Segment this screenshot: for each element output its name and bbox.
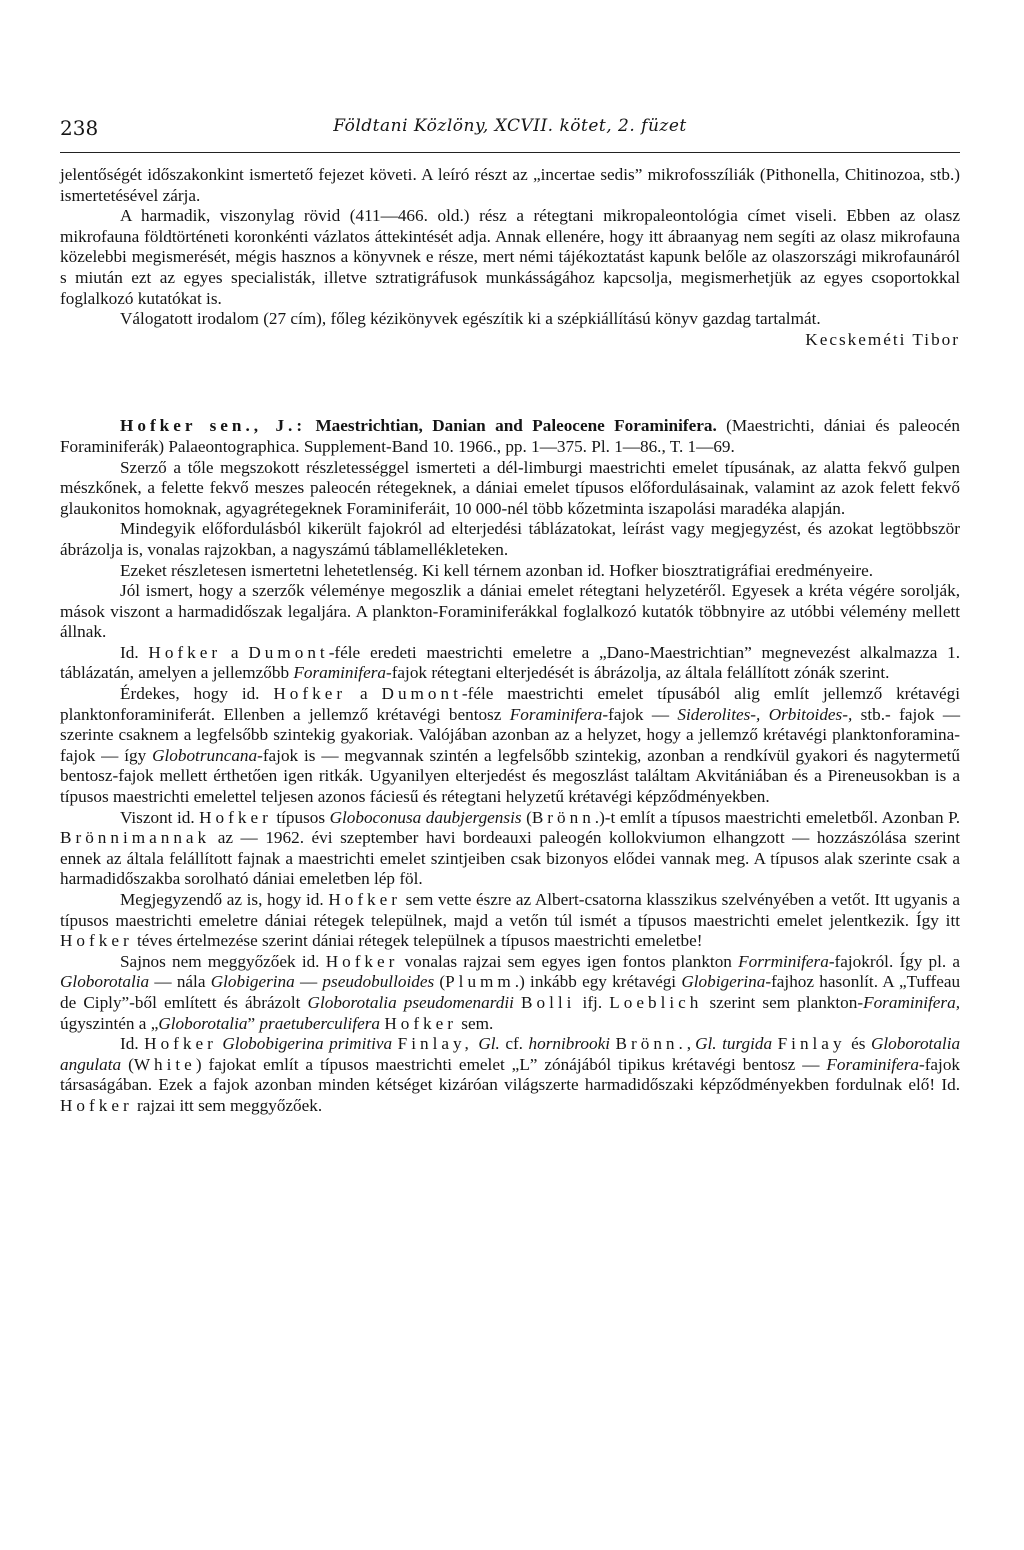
text-run: téves értelmezése szerint dániai rétegek települnek a típusos maestrichti emeletbe! — [136, 931, 703, 951]
paragraph — [60, 684, 960, 808]
section-gap — [60, 350, 960, 416]
author-name: Bolli — [521, 992, 576, 1012]
text-run: -fajhoz hasonlít. A „Tuffeau de Ciply”-ből említett és ábrázolt — [60, 972, 961, 1012]
author-name: Hofker — [148, 642, 222, 662]
reference-title: Maestrichtian, Danian and Paleocene Foraminifera. — [315, 416, 717, 436]
author-name: Brönn — [531, 807, 595, 827]
text-run: -fajok társaságában. Ezek a fajok azonban minden kétséget kizáróan világszerte harmadidőszaki képződményekben fordulnak elő! Id. — [60, 1054, 961, 1095]
taxon-name: pseudobulloides — [322, 972, 435, 992]
text-run: -fajok — — [602, 704, 670, 724]
text-run: .) inkább egy krétavégi — [514, 972, 677, 992]
text-run: rajzai itt sem meggyőzőek. — [136, 1095, 323, 1115]
text-run: ) fajokat említ a típusos maestrichti emelet „L” zónájából tipikus krétavégi bentosz — — [195, 1054, 820, 1074]
paragraph — [60, 808, 960, 890]
taxon-name: Globigerina — [210, 972, 295, 992]
taxon-name: Globobigerina primitiva — [222, 1034, 393, 1054]
author-name: White — [133, 1054, 196, 1074]
author-name: Hofker — [384, 1013, 457, 1033]
page-number: 238 — [60, 116, 99, 140]
text-run: a — [230, 642, 239, 662]
text-run: a — [359, 684, 368, 704]
author-name: Hofker — [325, 951, 399, 971]
paragraph — [60, 1034, 960, 1116]
paragraph: Válogatott irodalom (27 cím), főleg kézikönyvek egészítik ki a szépkiállítású könyv gazdag tartalmát. — [120, 309, 821, 329]
text-run: -féle maestrichti emelet típusából alig említ jellemző krétavégi planktonforaminiferát. Ellenben a jellemző krétavégi bentosz — [60, 684, 961, 724]
paragraph — [60, 643, 960, 684]
text-run: és — [851, 1034, 866, 1054]
taxon-name: Globotruncana — [152, 745, 258, 765]
paragraph: Szerző a tőle megszokott részletességgel ismerteti a dél-limburgi maestrichti emelet típusának, az alatta fekvő gulpen mészkőnek, a felette fekvő meszes paleocén rétegeknek, a dániai emelet típusos előfordulásainak, valamint az azok felett fekvő glaukonitos homoknak, agyagrétegeknek Foraminiferáit, 10 000-nél több kőzetminta iszapolási maradéka alapján. — [60, 457, 960, 518]
text-run: ( — [439, 972, 446, 992]
author-name: Hofker — [60, 931, 133, 951]
reference-author: Hofker sen., J.: — [120, 416, 307, 436]
paragraph: Ezeket részletesen ismertetni lehetetlenség. Ki kell térnem azonban id. Hofker biosztratigráfiai eredményeire. — [120, 560, 874, 580]
taxon-name: hornibrooki — [528, 1034, 610, 1054]
text-run: .)-t említ a típusos maestrichti emeletből. Azonban P. — [594, 807, 961, 827]
page — [60, 112, 960, 1117]
text-run: Id. — [120, 642, 139, 662]
text-run: — nála — [154, 972, 206, 992]
paragraph: Mindegyik előfordulásból kikerült fajokról ad elterjedési táblázatokat, leírást vagy megjegyzést, és azokat legtöbbször ábrázolja is, vonalas rajzokban, a nagyszámú táblamellékleteken. — [60, 519, 960, 559]
running-head: Földtani Közlöny, XCVII. kötet, 2. füzet — [333, 116, 687, 136]
text-run: sem vette észre az Albert-csatorna klasszikus szelvényében a vetőt. Itt ugyanis a típusos maestrichti emeletre dániai rétegek települnek, majd a vetőn túl ismét a típusos maestrichti emelet jelentkezik. Így itt — [60, 890, 960, 930]
taxon-name: Globoconusa daubjergensis — [329, 807, 522, 827]
taxon-name: Foraminifera — [293, 663, 386, 683]
author-name: Brönn., — [615, 1034, 696, 1054]
text-run: Érdekes, hogy id. — [120, 684, 260, 704]
text-run: — — [299, 972, 318, 992]
taxon-name: Globigerina — [681, 972, 766, 992]
text-run: úgyszintén a „ — [60, 1013, 159, 1033]
text-run: Sajnos nem meggyőzőek id. — [120, 951, 320, 971]
reference-details: (Maestrichti, dániai és paleocén Foraminiferák) Palaeontographica. Supplement-Band 10. 1966., pp. 1—375. Pl. 1—86., T. 1—69. — [60, 416, 961, 456]
author-name: Dumont — [381, 684, 462, 704]
reference — [60, 416, 960, 457]
author-name: Brönnimannak — [60, 828, 211, 848]
author-name: Dumont — [248, 642, 329, 662]
paragraph — [60, 890, 960, 952]
taxon-name: Globorotalia — [158, 1013, 248, 1033]
author-name: Hofker — [328, 890, 402, 909]
text-run: -fajok rétegtani elterjedését is ábrázolja, az általa felállított zónák szerint. — [385, 663, 890, 683]
taxon-name: Foraminifera — [509, 704, 603, 724]
reviewer-signature: Kecskeméti Tibor — [805, 329, 960, 349]
paragraph: jelentőségét időszakonkint ismertető fejezet követi. A leíró részt az „incertae sedis” mikrofosszíliák (Pithonella, Chitinozoa, stb.) ismertetésével zárja. — [60, 165, 960, 205]
text-run: sem. — [461, 1013, 494, 1033]
text-run: cf. — [505, 1034, 523, 1054]
text-run: szerint sem plankton- — [709, 992, 864, 1012]
paragraph: Jól ismert, hogy a szerzők véleménye megoszlik a dániai emelet rétegtani helyzetéről. Egyesek a kréta végére sorolják, mások viszont a harmadidőszak legaljára. A plankton-Foraminiferákkal foglalkozó kutatók többnyire az utóbbi vélemény mellett állnak. — [60, 581, 960, 642]
text-run: vonalas rajzai sem egyes igen fontos plankton — [404, 951, 732, 971]
taxon-name: Foraminifera — [826, 1054, 919, 1074]
taxon-name: Globorotalia — [60, 972, 150, 992]
text-run: -féle eredeti maestrichti emeletre a „Dano-Maestrichtian” megnevezést alkalmazza 1. táblázatán, amelyen a jellemzőbb — [60, 642, 961, 683]
taxon-name: Globorotalia angulata — [60, 1034, 961, 1074]
author-name: Hofker — [144, 1034, 217, 1054]
text-run: -fajok is — megvannak szintén a legfelsőbb szintekig, azonban a rendkívül gyakori és nagytermetű bentosz-fajok mellett érthetően igen ritkák. Ugyanilyen elterjedést és megoszlást találtam Akvitániában és a Pireneusokban is a típusos maestrichti emelettel teljesen azonos fáciesű és rétegtani helyzetű krétavégi képződményekben. — [60, 745, 961, 807]
taxon-name: Globorotalia pseudomenardii — [307, 992, 514, 1012]
taxon-name: Forrminifera — [738, 951, 829, 971]
author-name: Hofker — [273, 684, 347, 704]
taxon-name: Siderolites-, Orbitoides-, — [677, 704, 853, 724]
author-name: Finlay — [777, 1034, 846, 1054]
text-run: -fajokról. Így pl. a — [828, 951, 961, 971]
author-name: Hofker — [199, 807, 272, 827]
paragraph: A harmadik, viszonylag rövid (411—466. old.) rész a rétegtani mikropaleontológia címet viseli. Ebben az olasz mikrofauna földtörténeti koronkénti vázlatos áttekintését adja. Annak ellenére, hogy itt ábraanyag nem segíti az olasz mikrofauna közelebbi megismerését, mégis hasznos a könyvnek e része, mert némi tájékoztatást kapunk belőle az olaszországi mikrofaunáról s miután ezt az egyes specialisták, illetve sztratigráfusok munkásságához kapcsolja, megismerhetjük az egyes csoportokkal foglalkozó kutatókat is. — [60, 206, 960, 308]
text-run: ifj. — [582, 992, 603, 1012]
author-name: Finlay, — [397, 1034, 473, 1054]
taxon-name: Gl. turgida — [695, 1034, 773, 1054]
text-run: Viszont id. — [120, 807, 195, 827]
author-name: Loeblich — [609, 992, 703, 1012]
text-run: Id. — [120, 1034, 139, 1054]
taxon-name: Gl. — [478, 1034, 500, 1054]
text-run: ” — [247, 1013, 256, 1033]
taxon-name: praetuberculifera — [259, 1013, 381, 1033]
taxon-name: Foraminifera, — [863, 992, 961, 1012]
page-header — [60, 112, 960, 153]
author-name: Hofker — [60, 1095, 133, 1115]
text-run: az — 1962. évi szeptember havi bordeauxi paleogén kollokviumon elhangzott — hozzászólása szerint ennek az általa felállított fajnak a maestrichti emelet szintjeiben csak bizonyos elődei vannak meg. A típusos alak szerinte csak a harmadidőszakba sorolható dániai emeletben lép föl. — [60, 828, 961, 889]
text-run: típusos — [276, 807, 326, 827]
text-run: Megjegyzendő az is, hogy id. — [120, 890, 324, 909]
paragraph — [60, 952, 960, 1034]
text-run: ( — [526, 807, 532, 827]
author-name: Plumm — [445, 972, 515, 992]
text-run: stb.- fajok — szerinte csaknem a legfelsőbb szintekig gyakoriak. Valójában azonban az a helyzet, hogy a jellemző krétavégi planktonforamina-fajok — így — [60, 704, 961, 765]
text-run: ( — [128, 1054, 134, 1074]
body-text — [60, 165, 960, 1117]
